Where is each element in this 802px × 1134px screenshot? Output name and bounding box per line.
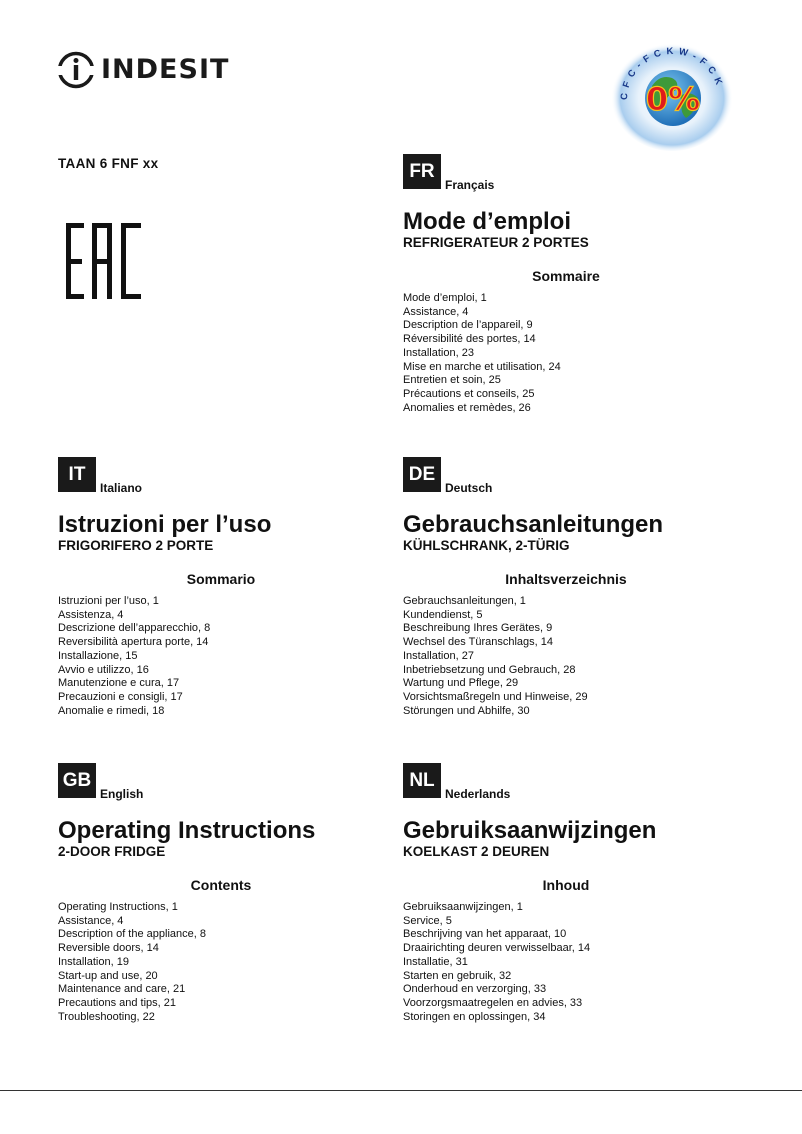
contents-item: Description of the appliance, 8 [58,928,206,941]
section-subtitle: REFRIGERATEUR 2 PORTES [403,235,589,250]
language-name: Nederlands [445,787,511,801]
contents-item: Descrizione dell’apparecchio, 8 [58,622,211,635]
contents-item: Anomalie e rimedi, 18 [58,704,165,717]
section-subtitle: KOELKAST 2 DEUREN [403,844,550,859]
contents-list [403,292,743,415]
contents-item: Start-up and use, 20 [58,969,158,982]
section-title: Mode d’emploi [403,208,571,235]
contents-item: Maintenance and care, 21 [58,983,186,996]
contents-item: Précautions et conseils, 25 [403,387,535,400]
contents-item: Operating Instructions, 1 [58,901,178,913]
language-code-badge: FR [403,154,441,189]
language-header [403,457,743,497]
indesit-logo [57,49,230,91]
contents-item: Kundendienst, 5 [403,608,483,621]
eac-mark-icon [66,223,144,301]
language-name: Deutsch [445,481,493,495]
section-subtitle: 2-DOOR FRIDGE [58,844,166,859]
eac-certification-mark [66,223,144,301]
model-number: TAAN 6 FNF xx [58,156,159,171]
contents-heading: Sommaire [532,268,600,284]
contents-item: Istruzioni per l’uso, 1 [58,595,159,607]
badge-ring-text: C F C - F C K W - F C K [618,45,725,101]
language-name: Italiano [100,481,143,495]
contents-heading: Sommario [186,571,256,587]
contents-item: Reversible doors, 14 [58,942,159,955]
contents-item: Onderhoud en verzorging, 33 [403,983,547,996]
contents-item: Assistenza, 4 [58,608,124,621]
contents-item: Gebrauchsanleitungen, 1 [403,595,526,607]
contents-item: Precauzioni e consigli, 17 [58,690,183,703]
section-subtitle: KÜHLSCHRANK, 2-TÜRIG [403,538,570,553]
contents-item: Inbetriebsetzung und Gebrauch, 28 [403,663,576,676]
language-code-badge: GB [58,763,96,798]
contents-item: Assistance, 4 [58,914,124,927]
footer-divider [0,1090,802,1091]
section-title: Istruzioni per l’uso [58,511,272,538]
section-gb [58,763,398,1024]
contents-item: Gebruiksaanwijzingen, 1 [403,901,523,913]
language-name: English [100,787,144,801]
contents-item: Installatie, 31 [403,955,468,968]
globe-badge-icon [610,34,735,152]
contents-item: Beschrijving van het apparaat, 10 [403,928,567,941]
contents-item: Störungen und Abhilfe, 30 [403,704,530,717]
contents-item: Storingen en oplossingen, 34 [403,1010,546,1023]
language-name: Français [445,178,495,192]
contents-list [403,901,743,1024]
contents-item: Voorzorgsmaatregelen en advies, 33 [403,996,583,1009]
section-it [58,457,398,718]
section-nl [403,763,743,1024]
contents-item: Manutenzione e cura, 17 [58,677,180,690]
contents-item: Description de l’appareil, 9 [403,319,533,332]
contents-item: Installation, 27 [403,649,474,662]
contents-item: Wechsel des Türanschlags, 14 [403,636,554,649]
contents-heading: Contents [190,877,252,893]
language-header [403,154,743,194]
contents-item: Entretien et soin, 25 [403,374,501,387]
language-header [58,763,398,803]
section-title: Gebruiksaanwijzingen [403,817,657,844]
contents-list [58,595,398,718]
zero-percent-text: 0% [645,80,701,118]
section-fr [403,154,743,415]
brand-name: INDESIT [101,54,230,85]
contents-item: Réversibilité des portes, 14 [403,333,536,346]
contents-item: Assistance, 4 [403,305,469,318]
contents-item: Reversibilità apertura porte, 14 [58,636,209,649]
language-header [58,457,398,497]
language-code-badge: DE [403,457,441,492]
contents-item: Mode d’emploi, 1 [403,292,487,304]
contents-list [58,901,398,1024]
contents-item: Mise en marche et utilisation, 24 [403,360,561,373]
section-subtitle: FRIGORIFERO 2 PORTE [58,538,214,553]
section-de [403,457,743,718]
contents-item: Installazione, 15 [58,649,138,662]
contents-item: Installation, 19 [58,955,129,968]
contents-item: Vorsichtsmaßregeln und Hinweise, 29 [403,690,588,703]
contents-item: Installation, 23 [403,346,474,359]
contents-item: Wartung und Pflege, 29 [403,677,519,690]
language-header [403,763,743,803]
contents-item: Starten en gebruik, 32 [403,969,512,982]
contents-item: Troubleshooting, 22 [58,1010,155,1023]
contents-item: Precautions and tips, 21 [58,996,177,1009]
contents-item: Avvio e utilizzo, 16 [58,663,149,676]
contents-heading: Inhoud [542,877,590,893]
language-code-badge: NL [403,763,441,798]
contents-list [403,595,743,718]
contents-item: Beschreibung Ihres Gerätes, 9 [403,622,553,635]
contents-item: Service, 5 [403,914,452,927]
contents-heading: Inhaltsverzeichnis [505,571,627,587]
contents-item: Draairichting deuren verwisselbaar, 14 [403,942,591,955]
section-title: Gebrauchsanleitungen [403,511,664,538]
cfc-free-badge [610,34,735,152]
indesit-logo-icon [57,49,97,91]
contents-item: Anomalies et remèdes, 26 [403,401,531,414]
language-code-badge: IT [58,457,96,492]
section-title: Operating Instructions [58,817,316,844]
